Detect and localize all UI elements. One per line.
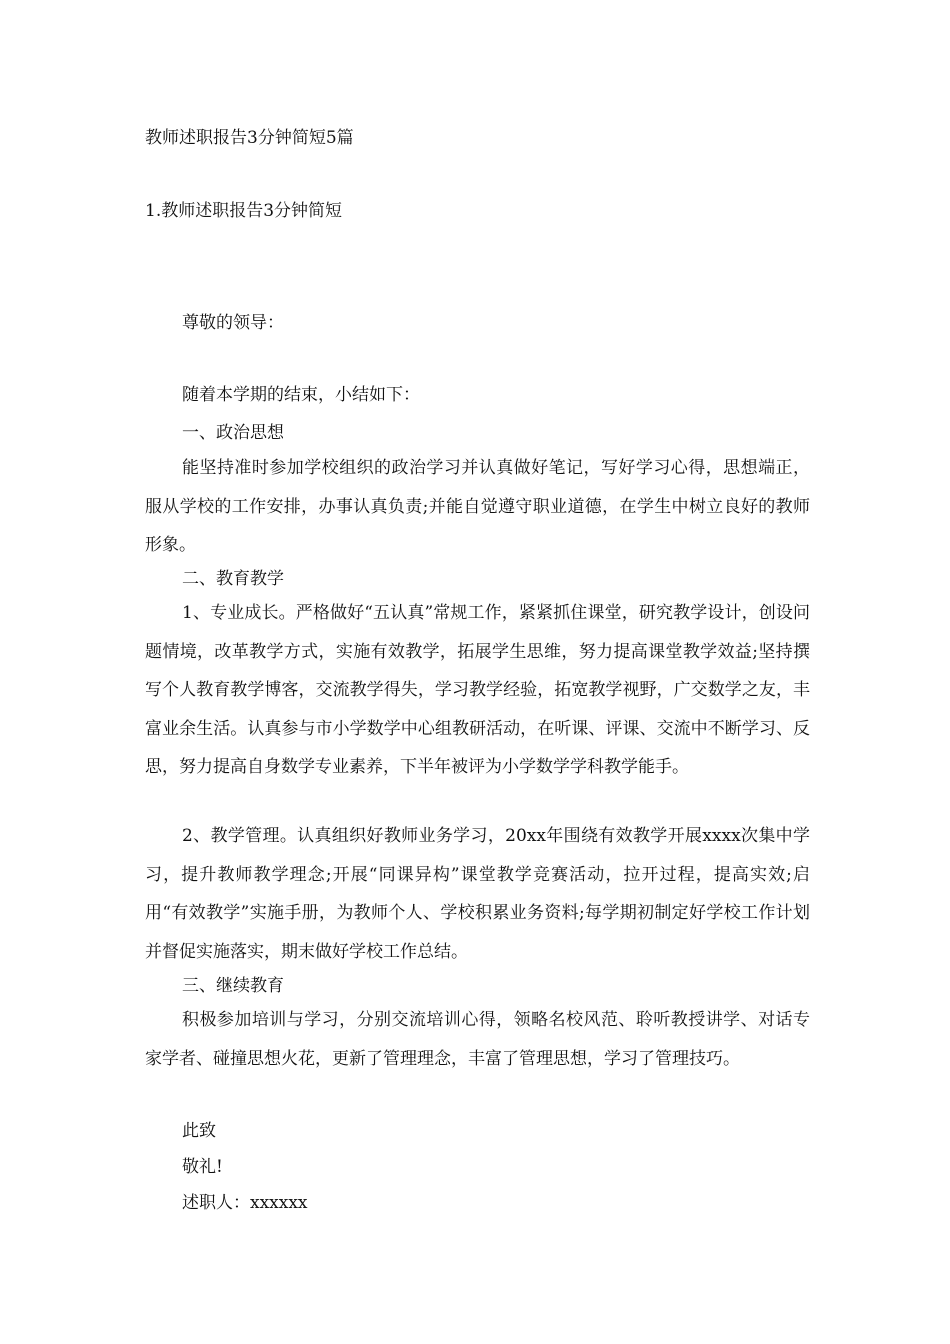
heading-continuing-education: 三、继续教育 — [182, 976, 284, 996]
paragraph-continuing-education: 积极参加培训与学习，分别交流培训心得，领略名校风范、聆听教授讲学、对话专家学者、碰撞思想火花，更新了管理理念，丰富了管理思想，学习了管理技巧。 — [145, 1010, 810, 1069]
paragraph-politics: 能坚持准时参加学校组织的政治学习并认真做好笔记，写好学习心得，思想端正，服从学校的工作安排，办事认真负责;并能自觉遵守职业道德，在学生中树立良好的教师形象。 — [145, 458, 810, 556]
signer-line: 述职人：xxxxxx — [182, 1193, 308, 1213]
document-title: 教师述职报告3分钟简短5篇 — [145, 128, 354, 148]
closing-line-1: 此致 — [182, 1121, 216, 1141]
closing-line-2: 敬礼! — [182, 1157, 223, 1177]
heading-teaching: 二、教育教学 — [182, 569, 284, 589]
section-title: 1.教师述职报告3分钟简短 — [145, 201, 343, 221]
paragraph-professional-growth: 1、专业成长。严格做好“五认真”常规工作，紧紧抓住课堂，研究教学设计，创设问题情境，改革教学方式，实施有效教学，拓展学生思维，努力提高课堂教学效益;坚持撰写个人教育教学博客，交流教学得失，学习教学经验，拓宽教学视野，广交数学之友，丰富业余生活。认真参与市小学数学中心组教研活动，在听课、评课、交流中不断学习、反思，努力提高自身数学专业素养，下半年被评为小学数学学科教学能手。 — [145, 603, 810, 778]
paragraph-teaching-management: 2、教学管理。认真组织好教师业务学习，20xx年围绕有效教学开展xxxx次集中学习，提升教师教学理念;开展“同课异构”课堂教学竞赛活动，拉开过程，提高实效;启用“有效教学”实施手册，为教师个人、学校积累业务资料;每学期初制定好学校工作计划并督促实施落实，期末做好学校工作总结。 — [145, 826, 810, 962]
heading-politics: 一、政治思想 — [182, 423, 284, 443]
salutation: 尊敬的领导： — [182, 313, 284, 333]
intro-text: 随着本学期的结束，小结如下： — [182, 385, 420, 405]
